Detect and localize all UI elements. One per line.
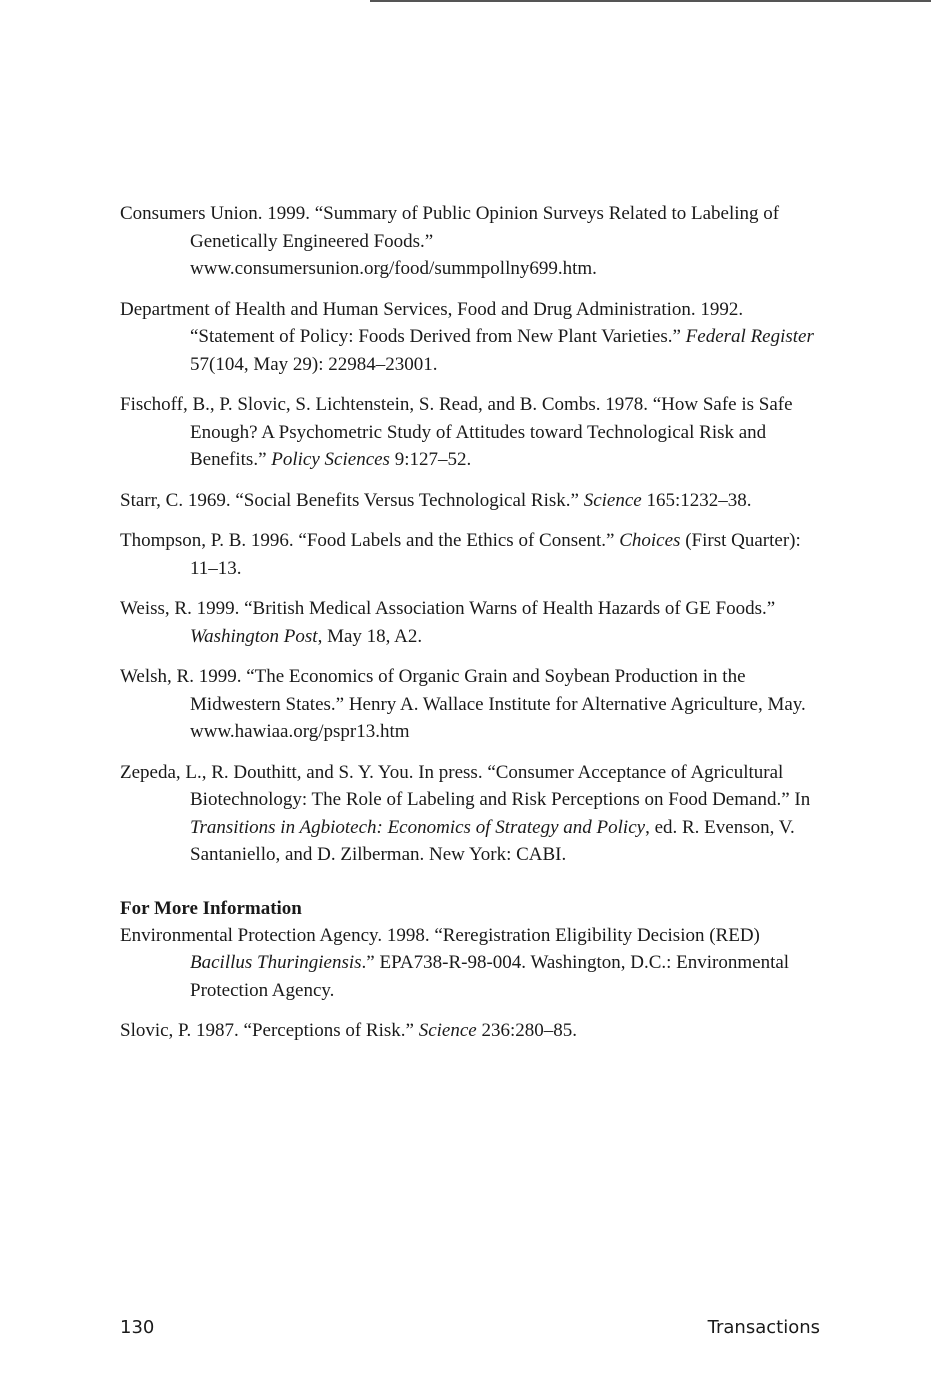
running-title: Transactions <box>707 1317 820 1338</box>
reference-text: Slovic, P. 1987. “Perceptions of Risk.” <box>120 1020 419 1041</box>
reference-title-italic: Bacillus Thuringiensis <box>190 952 362 973</box>
reference-title-italic: Washington Post <box>190 625 318 647</box>
reference-entry <box>120 487 820 515</box>
reference-text: 57(104, May 29): 22984–23001. <box>190 353 438 375</box>
reference-text: Environmental Protection Agency. 1998. “Reregistration Eligibility Decision (RED) <box>120 924 760 946</box>
reference-title-italic: Transitions in Agbiotech: Economics of Strategy and Policy <box>190 816 646 838</box>
section-heading-more-info: For More Information <box>120 897 302 919</box>
reference-entry <box>120 922 820 1005</box>
reference-entry <box>120 296 820 379</box>
reference-title-italic: Federal Register <box>685 326 814 347</box>
reference-title-italic: Choices <box>619 530 681 551</box>
reference-text: Department of Health and Human Services, Food and Drug Administration. 1992. “Statement of Policy: Foods Derived from New Plant Varieties.” <box>120 298 744 347</box>
reference-entry <box>120 759 820 869</box>
reference-text: Consumers Union. 1999. “Summary of Public Opinion Surveys Related to Labeling of Genetically Engineered Foods.” www.consumersunion.org/food/summpollny699.htm. <box>120 203 780 279</box>
page-footer <box>120 1317 820 1345</box>
reference-text: (First Quarter): 11–13. <box>190 530 801 579</box>
reference-title-italic: Science <box>418 1020 477 1041</box>
top-rule <box>370 0 931 2</box>
reference-text: Thompson, P. B. 1996. “Food Labels and the Ethics of Consent.” <box>120 530 620 551</box>
reference-text: Starr, C. 1969. “Social Benefits Versus Technological Risk.” <box>120 489 584 511</box>
reference-text: .” EPA738-R-98-004. Washington, D.C.: Environmental Protection Agency. <box>190 952 790 1001</box>
reference-title-italic: Science <box>583 489 642 511</box>
reference-text: 9:127–52. <box>389 449 472 470</box>
references-more-info <box>120 922 820 1045</box>
reference-entry <box>120 391 820 474</box>
reference-entry <box>120 1017 820 1045</box>
reference-text: Fischoff, B., P. Slovic, S. Lichtenstein, S. Read, and B. Combs. 1978. “How Safe is Safe Enough? A Psychometric Study of Attitudes toward Technological Risk and Benefits.” <box>120 394 793 470</box>
page-number: 130 <box>120 1317 155 1338</box>
reference-entry <box>120 200 820 283</box>
references-main <box>120 200 820 869</box>
reference-text: Weiss, R. 1999. “British Medical Association Warns of Health Hazards of GE Foods.” <box>120 598 776 619</box>
reference-entry <box>120 595 820 650</box>
reference-text: Zepeda, L., R. Douthitt, and S. Y. You. In press. “Consumer Acceptance of Agricultural Biotechnology: The Role of Labeling and Risk Perceptions on Food Demand.” In <box>120 761 811 810</box>
reference-title-italic: Policy Sciences <box>271 449 390 470</box>
reference-text: , ed. R. Evenson, V. Santaniello, and D. Zilberman. New York: CABI. <box>190 816 795 865</box>
reference-text: Welsh, R. 1999. “The Economics of Organic Grain and Soybean Production in the Midwestern States.” Henry A. Wallace Institute for Alternative Agriculture, May. www.hawiaa.org/pspr13.htm <box>120 666 806 742</box>
reference-text: 236:280–85. <box>476 1020 577 1041</box>
reference-text: , May 18, A2. <box>317 625 423 647</box>
reference-text: 165:1232–38. <box>641 489 752 511</box>
reference-list <box>120 200 820 1058</box>
reference-entry <box>120 527 820 582</box>
reference-entry <box>120 663 820 746</box>
